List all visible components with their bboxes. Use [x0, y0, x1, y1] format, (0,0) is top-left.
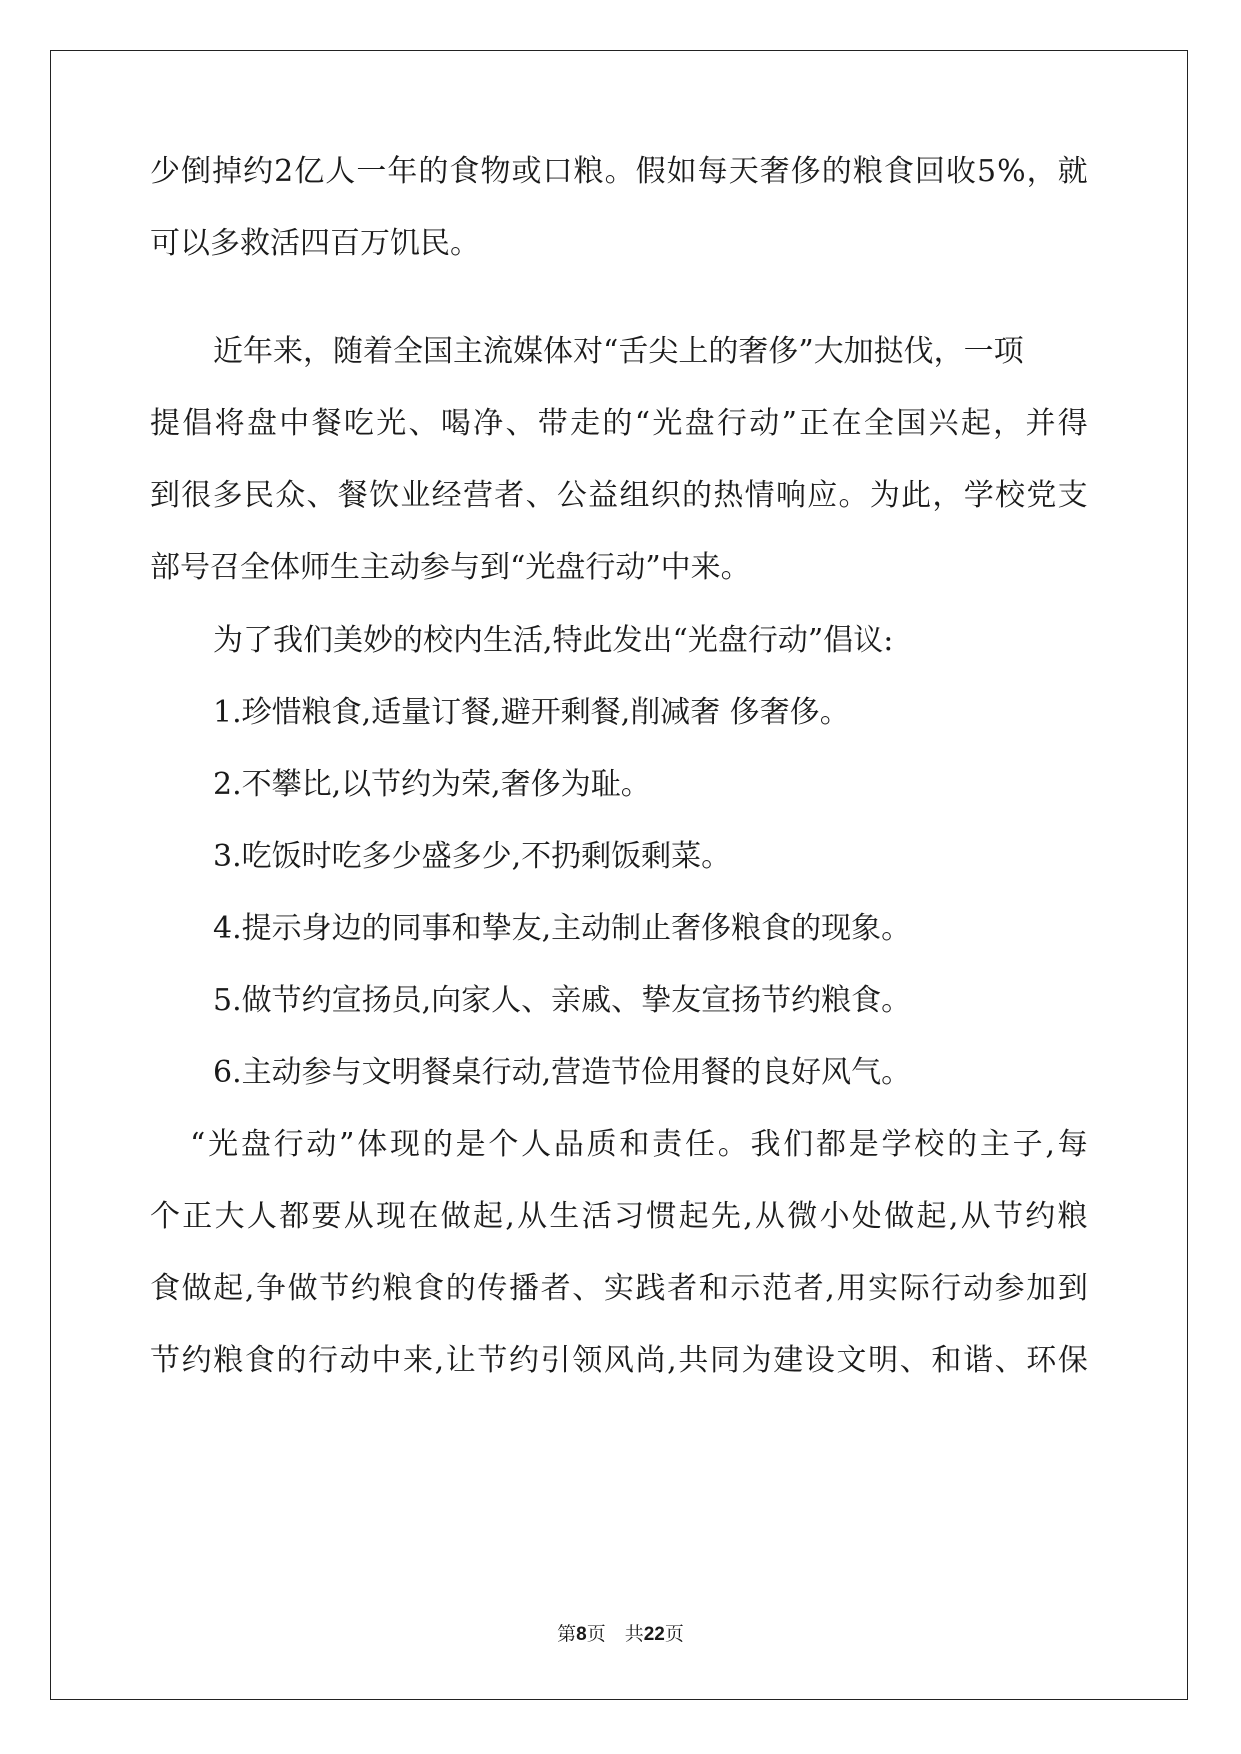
body-line: 可以多救活四百万饥民。 — [150, 226, 480, 261]
paragraph-line: 近年来，随着全国主流媒体对“舌尖上的奢侈”大加挞伐，一项 — [213, 334, 1024, 369]
body-line: 部号召全体师生主动参与到“光盘行动”中来。 — [150, 550, 751, 585]
list-item-5: 5.做节约宣扬员,向家人、亲戚、挚友宣扬节约粮食。 — [213, 983, 912, 1018]
page-border — [50, 50, 1188, 1700]
footer-suffix: 页 — [664, 1623, 684, 1645]
paragraph-line: “ 光 盘 行 动 ” 体 现 的 是 个 人 品 质 和 责 任 。 我 们 都 是 学 校 的 主 子 , 每 — [190, 1127, 1088, 1162]
total-page-number: 22 — [643, 1624, 665, 1645]
page-footer — [0, 1625, 1241, 1644]
body-line: 提 倡 将 盘 中 餐 吃 光 、 喝 净 、 带 走 的 “ 光 盘 行 动 ” 正 在 全 国 兴 起 ， 并 得 — [150, 406, 1088, 441]
list-item-4: 4.提示身边的同事和挚友,主动制止奢侈粮食的现象。 — [213, 911, 912, 946]
list-item-2: 2.不攀比,以节约为荣,奢侈为耻。 — [213, 767, 651, 802]
body-line: 少 倒 掉 约 2 亿 人 一 年 的 食 物 或 口 粮 。 假 如 每 天 奢 侈 的 粮 食 回 收 5 % ， 就 — [150, 154, 1088, 189]
body-line: 个 正 大 人 都 要 从 现 在 做 起 , 从 生 活 习 惯 起 先 , 从 微 小 处 做 起 , 从 节 约 粮 — [150, 1199, 1088, 1234]
footer-prefix: 第 — [557, 1623, 577, 1645]
list-item-3: 3.吃饭时吃多少盛多少,不扔剩饭剩菜。 — [213, 839, 732, 874]
current-page-number: 8 — [576, 1624, 587, 1645]
list-item-6: 6.主动参与文明餐桌行动,营造节俭用餐的良好风气。 — [213, 1055, 912, 1090]
paragraph-line: 为了我们美妙的校内生活,特此发出“光盘行动”倡议: — [213, 623, 894, 658]
body-line: 到 很 多 民 众 、 餐 饮 业 经 营 者 、 公 益 组 织 的 热 情 响 应 。 为 此 ， 学 校 党 支 — [150, 478, 1088, 513]
body-line: 食 做 起 , 争 做 节 约 粮 食 的 传 播 者 、 实 践 者 和 示 范 者 , 用 实 际 行 动 参 加 到 — [150, 1271, 1088, 1306]
list-item-1: 1.珍惜粮食,适量订餐,避开剩餐,削减奢 侈奢侈。 — [213, 695, 850, 730]
footer-mid: 页 共 — [586, 1623, 644, 1645]
body-line: 节 约 粮 食 的 行 动 中 来 , 让 节 约 引 领 风 尚 , 共 同 为 建 设 文 明 、 和 谐 、 环 保 — [150, 1343, 1088, 1378]
